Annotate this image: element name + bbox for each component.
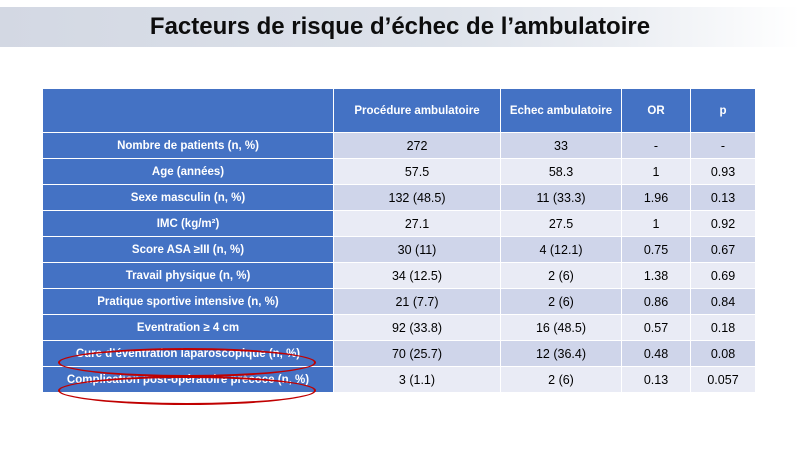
cell-procedure: 34 (12.5): [334, 263, 501, 289]
cell-echec: 2 (6): [501, 289, 622, 315]
cell-echec: 27.5: [501, 211, 622, 237]
cell-p: 0.69: [691, 263, 756, 289]
table-row: [43, 159, 756, 185]
row-label: Age (années): [43, 159, 334, 185]
cell-or: 0.86: [622, 289, 691, 315]
cell-or: -: [622, 133, 691, 159]
cell-or: 1.38: [622, 263, 691, 289]
cell-echec: 33: [501, 133, 622, 159]
cell-procedure: 27.1: [334, 211, 501, 237]
cell-p: 0.92: [691, 211, 756, 237]
highlight-circle: [58, 376, 316, 405]
cell-procedure: 21 (7.7): [334, 289, 501, 315]
header-p: p: [691, 89, 756, 133]
cell-or: 1.96: [622, 185, 691, 211]
row-label: Eventration ≥ 4 cm: [43, 315, 334, 341]
cell-procedure: 70 (25.7): [334, 341, 501, 367]
table-row: [43, 315, 756, 341]
cell-procedure: 272: [334, 133, 501, 159]
cell-procedure: 132 (48.5): [334, 185, 501, 211]
cell-p: 0.13: [691, 185, 756, 211]
cell-p: -: [691, 133, 756, 159]
cell-echec: 58.3: [501, 159, 622, 185]
cell-p: 0.057: [691, 367, 756, 393]
row-label: Nombre de patients (n, %): [43, 133, 334, 159]
table-row: [43, 185, 756, 211]
cell-procedure: 57.5: [334, 159, 501, 185]
cell-p: 0.67: [691, 237, 756, 263]
cell-or: 1: [622, 159, 691, 185]
table-row: [43, 263, 756, 289]
table-row: [43, 211, 756, 237]
cell-echec: 2 (6): [501, 263, 622, 289]
header-echec-ambulatoire: Echec ambulatoire: [501, 89, 622, 133]
table-row: [43, 237, 756, 263]
cell-p: 0.18: [691, 315, 756, 341]
row-label: Pratique sportive intensive (n, %): [43, 289, 334, 315]
highlight-circle: [58, 348, 316, 377]
cell-p: 0.08: [691, 341, 756, 367]
cell-procedure: 30 (11): [334, 237, 501, 263]
risk-factor-table: [42, 88, 756, 393]
row-label: Score ASA ≥III (n, %): [43, 237, 334, 263]
table-row: [43, 289, 756, 315]
table-row: [43, 133, 756, 159]
table-header-row: [43, 89, 756, 133]
row-label: Complication post-opératoire précoce (n, %): [43, 367, 334, 393]
row-label: Cure d’éventration laparoscopique (n, %): [43, 341, 334, 367]
cell-or: 0.13: [622, 367, 691, 393]
cell-or: 0.75: [622, 237, 691, 263]
header-procedure-ambulatoire: Procédure ambulatoire: [334, 89, 501, 133]
cell-p: 0.84: [691, 289, 756, 315]
header-corner: [43, 89, 334, 133]
cell-echec: 11 (33.3): [501, 185, 622, 211]
cell-or: 1: [622, 211, 691, 237]
cell-procedure: 3 (1.1): [334, 367, 501, 393]
cell-or: 0.57: [622, 315, 691, 341]
cell-echec: 16 (48.5): [501, 315, 622, 341]
row-label: Sexe masculin (n, %): [43, 185, 334, 211]
cell-echec: 4 (12.1): [501, 237, 622, 263]
cell-or: 0.48: [622, 341, 691, 367]
header-or: OR: [622, 89, 691, 133]
row-label: IMC (kg/m²): [43, 211, 334, 237]
cell-echec: 2 (6): [501, 367, 622, 393]
row-label: Travail physique (n, %): [43, 263, 334, 289]
slide-title: Facteurs de risque d’échec de l’ambulatoire: [149, 13, 651, 40]
cell-procedure: 92 (33.8): [334, 315, 501, 341]
cell-echec: 12 (36.4): [501, 341, 622, 367]
cell-p: 0.93: [691, 159, 756, 185]
